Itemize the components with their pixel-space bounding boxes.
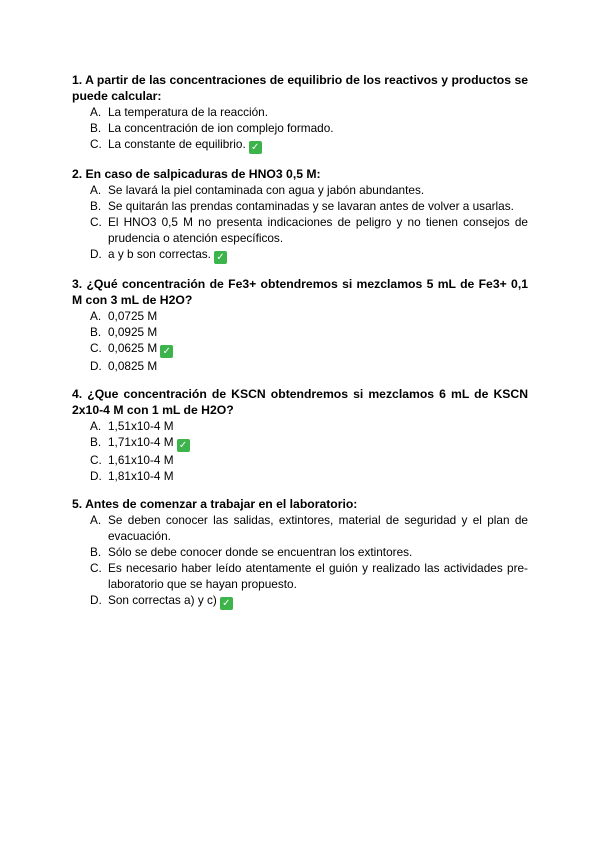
- option-text: a y b son correctas.: [108, 247, 211, 261]
- question-4: [72, 386, 528, 484]
- answer-option: [72, 434, 528, 452]
- check-mark-icon: ✓: [249, 141, 262, 154]
- option-letter: A.: [90, 183, 102, 197]
- option-text: 0,0625 M: [108, 341, 158, 355]
- answer-options: [72, 418, 528, 484]
- answer-option: [72, 308, 528, 324]
- option-text: 0,0725 M: [108, 309, 158, 323]
- option-text: El HNO3 0,5 M no presenta indicaciones de peligro y no tienen consejos de prudencia o atención específicos.: [108, 215, 528, 245]
- option-letter: D.: [90, 247, 102, 261]
- question-1: [72, 72, 528, 154]
- option-text: Se deben conocer las salidas, extintores, material de seguridad y el plan de evacuación.: [108, 513, 528, 543]
- option-letter: B.: [90, 121, 102, 135]
- option-letter: B.: [90, 435, 102, 449]
- option-letter: D.: [90, 359, 102, 373]
- option-letter: A.: [90, 419, 102, 433]
- option-letter: B.: [90, 199, 102, 213]
- option-letter: B.: [90, 545, 102, 559]
- option-text: 0,0925 M: [108, 325, 158, 339]
- answer-option: [72, 452, 528, 468]
- option-letter: C.: [90, 341, 102, 355]
- answer-option: [72, 136, 528, 154]
- answer-options: [72, 308, 528, 374]
- option-letter: D.: [90, 593, 102, 607]
- option-text: Es necesario haber leído atentamente el guión y realizado las actividades pre-laboratorio que se hayan propuesto.: [108, 561, 528, 591]
- option-letter: B.: [90, 325, 102, 339]
- answer-option: [72, 120, 528, 136]
- question-3: [72, 276, 528, 374]
- option-letter: A.: [90, 105, 102, 119]
- option-letter: C.: [90, 453, 102, 467]
- check-mark-icon: ✓: [220, 597, 233, 610]
- option-text: La constante de equilibrio.: [108, 137, 246, 151]
- answer-option: [72, 512, 528, 544]
- answer-options: [72, 182, 528, 264]
- option-text: Se quitarán las prendas contaminadas y se lavaran antes de volver a usarlas.: [108, 199, 514, 213]
- answer-option: [72, 560, 528, 592]
- question-5: [72, 496, 528, 610]
- option-letter: A.: [90, 309, 102, 323]
- option-letter: C.: [90, 561, 102, 575]
- quiz-content: [72, 72, 528, 622]
- answer-option: [72, 544, 528, 560]
- option-text: La temperatura de la reacción.: [108, 105, 269, 119]
- option-text: 0,0825 M: [108, 359, 158, 373]
- option-letter: A.: [90, 513, 102, 527]
- answer-option: [72, 104, 528, 120]
- option-text: 1,61x10-4 M: [108, 453, 174, 467]
- question-title: 5. Antes de comenzar a trabajar en el laboratorio:: [72, 497, 358, 511]
- option-text: 1,71x10-4 M: [108, 435, 174, 449]
- answer-option: [72, 468, 528, 484]
- question-title: 4. ¿Que concentración de KSCN obtendremos si mezclamos 6 mL de KSCN 2x10-4 M con 1 mL de H2O?: [72, 387, 528, 417]
- option-text: La concentración de ion complejo formado.: [108, 121, 334, 135]
- question-title: 2. En caso de salpicaduras de HNO3 0,5 M:: [72, 167, 321, 181]
- option-letter: D.: [90, 469, 102, 483]
- check-mark-icon: ✓: [160, 345, 173, 358]
- answer-option: [72, 214, 528, 246]
- option-letter: C.: [90, 137, 102, 151]
- option-text: Se lavará la piel contaminada con agua y jabón abundantes.: [108, 183, 425, 197]
- check-mark-icon: ✓: [177, 439, 190, 452]
- option-text: Sólo se debe conocer donde se encuentran los extintores.: [108, 545, 413, 559]
- question-2: [72, 166, 528, 264]
- answer-option: [72, 324, 528, 340]
- option-letter: C.: [90, 215, 102, 229]
- option-text: 1,51x10-4 M: [108, 419, 174, 433]
- answer-option: [72, 246, 528, 264]
- answer-options: [72, 512, 528, 610]
- answer-option: [72, 418, 528, 434]
- answer-option: [72, 358, 528, 374]
- check-mark-icon: ✓: [214, 251, 227, 264]
- answer-options: [72, 104, 528, 154]
- question-title: 1. A partir de las concentraciones de equilibrio de los reactivos y productos se puede calcular:: [72, 73, 528, 103]
- answer-option: [72, 340, 528, 358]
- option-text: Son correctas a) y c): [108, 593, 217, 607]
- answer-option: [72, 182, 528, 198]
- answer-option: [72, 592, 528, 610]
- question-title: 3. ¿Qué concentración de Fe3+ obtendremos si mezclamos 5 mL de Fe3+ 0,1 M con 3 mL de H2O?: [72, 277, 528, 307]
- answer-option: [72, 198, 528, 214]
- option-text: 1,81x10-4 M: [108, 469, 174, 483]
